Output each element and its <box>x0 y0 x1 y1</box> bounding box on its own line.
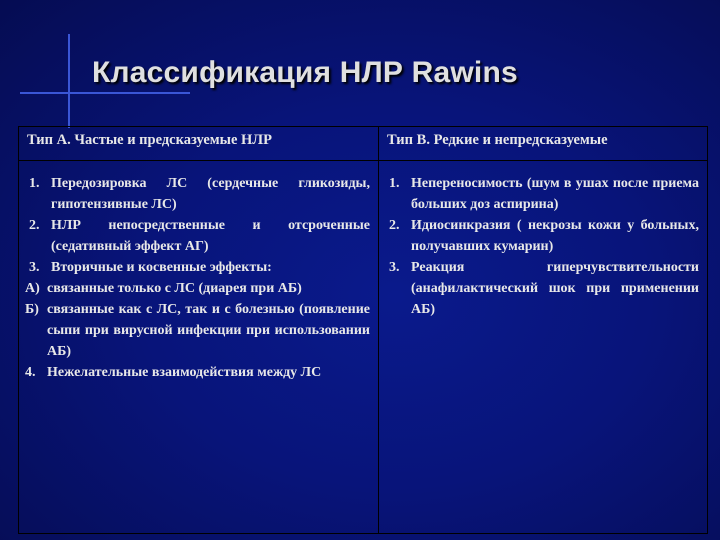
item-number: А) <box>25 281 40 296</box>
column-header-type-a: Тип А. Частые и предсказуемые НЛР <box>27 132 272 148</box>
item-text: связанные как с ЛС, так и с болезнью (появление сыпи при вирусной инфекции при использовании АБ) <box>47 302 370 359</box>
item-text: Передозировка ЛС (сердечные гликозиды, гипотензивные ЛС) <box>51 176 370 212</box>
list-item <box>25 173 370 215</box>
item-text: связанные только с ЛС (диарея при АБ) <box>47 281 302 296</box>
item-number: 2. <box>389 218 400 233</box>
item-number: 3. <box>389 260 400 275</box>
item-number: 1. <box>29 176 40 191</box>
column-header-type-b: Тип В. Редкие и непредсказуемые <box>387 132 608 148</box>
list-item <box>25 299 370 362</box>
item-number: Б) <box>25 302 39 317</box>
decorative-horizontal-line <box>20 92 190 94</box>
column-body-type-a <box>25 173 370 383</box>
item-number: 4. <box>25 365 36 380</box>
item-text: Нежелательные взаимодействия между ЛС <box>47 365 322 380</box>
item-number: 1. <box>389 176 400 191</box>
list-item <box>385 257 699 320</box>
item-text: Идиосинкразия ( некрозы кожи у больных, получавших кумарин) <box>411 218 699 254</box>
list-item <box>385 173 699 215</box>
decorative-vertical-line <box>68 34 70 128</box>
list-item <box>25 278 370 299</box>
slide-title: Классификация НЛР Rawins <box>92 56 518 89</box>
item-number: 2. <box>29 218 40 233</box>
column-body-type-b <box>385 173 699 320</box>
header-divider <box>379 160 707 161</box>
item-text: Непереносимость (шум в ушах после приема больших доз аспирина) <box>411 176 699 212</box>
header-divider <box>19 160 378 161</box>
item-text: Реакция гиперчувствительности (анафилактический шок при применении АБ) <box>411 260 699 317</box>
item-text: НЛР непосредственные и отсроченные (седативный эффект АГ) <box>51 218 370 254</box>
column-type-a <box>19 127 379 533</box>
classification-table <box>18 126 708 534</box>
list-item <box>25 257 370 278</box>
item-number: 3. <box>29 260 40 275</box>
column-type-b <box>379 127 707 533</box>
list-item <box>25 362 370 383</box>
list-item <box>385 215 699 257</box>
item-text: Вторичные и косвенные эффекты: <box>51 260 272 275</box>
list-item <box>25 215 370 257</box>
